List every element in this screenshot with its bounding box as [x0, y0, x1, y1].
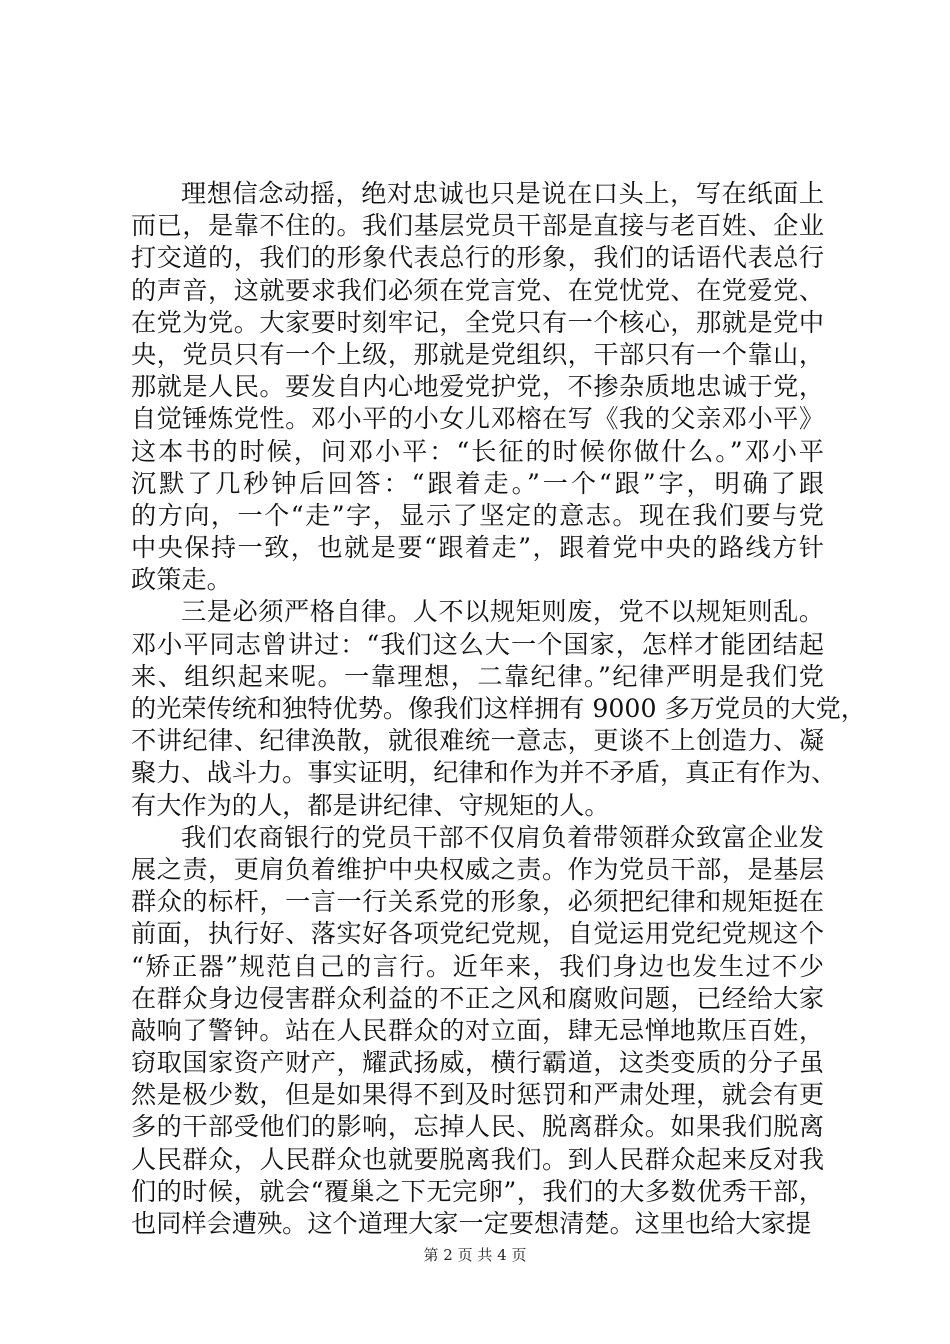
text-line: 展之责，更肩负着维护中央权威之责。作为党员干部，是基层: [131, 854, 824, 884]
page-footer: 第 2 页 共 4 页: [423, 1246, 527, 1264]
text-line: 来、组织起来呢。一靠理想，二靠纪律。”纪律严明是我们党: [131, 661, 824, 691]
text-line: 三是必须严格自律。人不以规矩则废，党不以规矩则乱。: [181, 597, 824, 627]
text-line: 人民群众，人民群众也就要脱离我们。到人民群众起来反对我: [131, 1144, 824, 1174]
text-line: 窃取国家资产财产，耀武扬威，横行霸道，这类变质的分子虽: [131, 1048, 824, 1078]
text-line: 然是极少数，但是如果得不到及时惩罚和严肃处理，就会有更: [131, 1080, 824, 1110]
paragraph: [131, 596, 866, 821]
text-line: 聚力、战斗力。事实证明，纪律和作为并不矛盾，真正有作为、: [131, 758, 837, 788]
text-line: 在群众身边侵害群众利益的不正之风和腐败问题，已经给大家: [131, 983, 824, 1013]
text-line: 有大作为的人，都是讲纪律、守规矩的人。: [131, 790, 610, 820]
text-line: 群众的标杆，一言一行关系党的形象，必须把纪律和规矩挺在: [131, 887, 824, 917]
text-line: 打交道的，我们的形象代表总行的形象，我们的话语代表总行: [131, 243, 824, 273]
text-line: 们的时候，就会“覆巢之下无完卵”，我们的大多数优秀干部，: [131, 1176, 824, 1206]
text-line: 邓小平同志曾讲过：“我们这么大一个国家，怎样才能团结起: [131, 629, 824, 659]
text-line: 我们农商银行的党员干部不仅肩负着带领群众致富企业发: [181, 822, 824, 852]
text-line: 沉默了几秒钟后回答：“跟着走。”一个“跟”字，明确了跟: [131, 468, 824, 498]
text-line: 的声音，这就要求我们必须在党言党、在党忧党、在党爱党、: [131, 275, 824, 305]
text-line: 在党为党。大家要时刻牢记，全党只有一个核心，那就是党中: [131, 307, 824, 337]
text-line: 的光荣传统和独特优势。像我们这样拥有 9000 多万党员的大党，: [131, 694, 866, 723]
text-line: 中央保持一致，也就是要“跟着走”，跟着党中央的路线方针: [131, 533, 824, 563]
text-line: 前面，执行好、落实好各项党纪党规，自觉运用党纪党规这个: [131, 919, 824, 949]
text-line: 敲响了警钟。站在人民群众的对立面，肆无忌惮地欺压百姓，: [131, 1015, 824, 1045]
paragraph: [131, 178, 824, 596]
text-line: 多的干部受他们的影响，忘掉人民、脱离群众。如果我们脱离: [131, 1112, 824, 1142]
text-line: 自觉锤炼党性。邓小平的小女儿邓榕在写《我的父亲邓小平》: [131, 404, 824, 434]
text-line: 那就是人民。要发自内心地爱党护党，不掺杂质地忠诚于党，: [131, 372, 824, 402]
text-line: 也同样会遭殃。这个道理大家一定要想清楚。这里也给大家提: [131, 1209, 812, 1238]
text-line: 的方向，一个“走”字，显示了坚定的意志。现在我们要与党: [131, 500, 824, 530]
text-line: 而已，是靠不住的。我们基层党员干部是直接与老百姓、企业: [131, 211, 824, 241]
text-line: 理想信念动摇，绝对忠诚也只是说在口头上，写在纸面上: [181, 179, 824, 208]
text-line: 这本书的时候，问邓小平：“长征的时候你做什么。”邓小平: [131, 436, 824, 466]
text-line: 不讲纪律、纪律涣散，就很难统一意志，更谈不上创造力、凝: [131, 726, 824, 756]
text-line: “矫正器”规范自己的言行。近年来，我们身边也发生过不少: [131, 951, 824, 981]
text-line: 政策走。: [131, 565, 232, 595]
text-line: 央，党员只有一个上级，那就是党组织，干部只有一个靠山，: [131, 339, 824, 369]
paragraph: [131, 822, 824, 1240]
body-text: [131, 178, 866, 1240]
